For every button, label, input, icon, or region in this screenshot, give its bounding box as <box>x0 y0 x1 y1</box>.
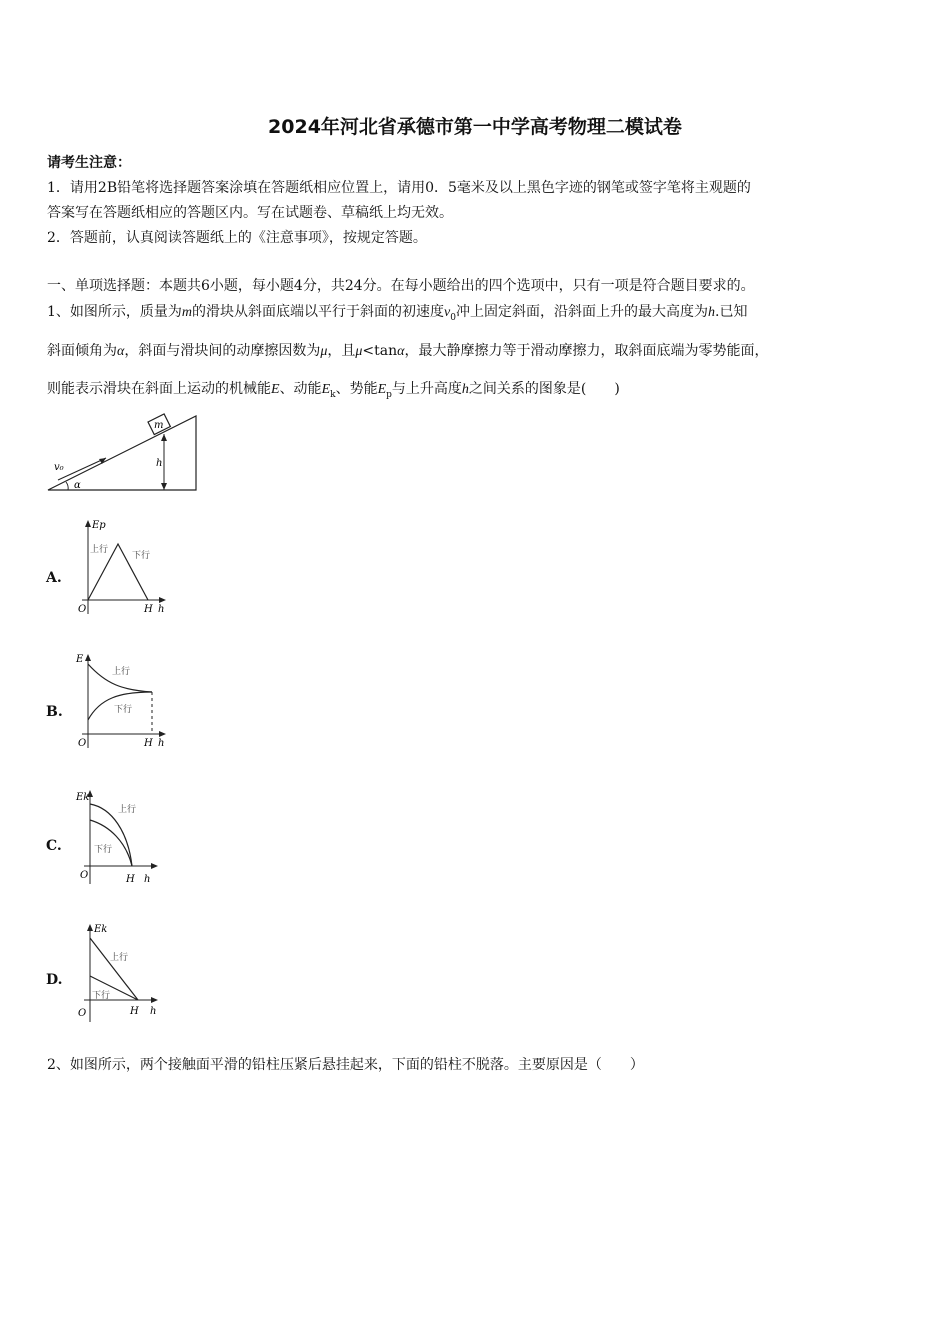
y-axis-arrow <box>87 924 93 931</box>
height-arrow-top <box>161 434 167 441</box>
origin-label: O <box>78 738 87 749</box>
option-d-label[interactable]: D. <box>46 972 63 988</box>
down-label: 下行 <box>132 551 151 561</box>
velocity-arrow <box>58 458 106 480</box>
notice-heading: 请考生注意： <box>47 155 131 171</box>
down-label: 下行 <box>94 845 113 855</box>
angle-arc <box>66 482 68 490</box>
H-label: H <box>144 604 153 615</box>
H-label: H <box>144 738 153 749</box>
down-label: 下行 <box>114 705 133 715</box>
q2-text: 2、如图所示，两个接触面平滑的铅柱压紧后悬挂起来，下面的铅柱不脱落。主要原因是（ ） <box>47 1057 644 1073</box>
origin-label: O <box>80 870 89 881</box>
origin-label: O <box>78 1008 87 1019</box>
section-heading: 一、单项选择题：本题共6小题，每小题4分，共24分。在每小题给出的四个选项中，只有一项是符合题目要求的。 <box>47 278 755 294</box>
option-b-graph[interactable] <box>72 650 172 750</box>
notice-line-1: 1．请用2B铅笔将选择题答案涂填在答题纸相应位置上，请用0．5毫米及以上黑色字迹的钢笔或签字笔将主观题的 <box>47 180 751 196</box>
h-axis-label: h <box>150 1006 157 1017</box>
alpha-label: α <box>74 480 81 491</box>
q1-line-3: 则能表示滑块在斜面上运动的机械能E、动能$E_k$、势能$E_p$与上升高度h之间关系的图象是( ) <box>47 381 620 400</box>
x-axis-arrow <box>151 997 158 1003</box>
up-label: 上行 <box>112 667 131 677</box>
h-axis-label: h <box>158 738 165 749</box>
option-c-graph[interactable] <box>72 786 172 886</box>
v0-label: v₀ <box>54 462 64 473</box>
y-label: Ep <box>92 520 106 531</box>
x-axis-arrow <box>151 863 158 869</box>
up-label: 上行 <box>118 805 137 815</box>
q1-line-1: 1、如图所示，质量为m的滑块从斜面底端以平行于斜面的初速度$v_0$冲上固定斜面，沿斜面上升的最大高度为h.已知 <box>47 304 748 323</box>
down-label: 下行 <box>92 991 111 1001</box>
h-axis-label: h <box>144 874 151 885</box>
page-title: 2024年河北省承德市第一中学高考物理二模试卷 <box>268 116 682 138</box>
origin-label: O <box>78 604 87 615</box>
block-label: m <box>154 420 164 431</box>
option-c-label[interactable]: C. <box>46 838 62 854</box>
h-label: h <box>156 458 163 469</box>
height-arrow-bottom <box>161 483 167 490</box>
up-label: 上行 <box>90 545 109 555</box>
down-curve <box>90 820 132 866</box>
incline-triangle <box>48 416 196 490</box>
y-axis-arrow <box>85 654 91 661</box>
H-label: H <box>126 874 135 885</box>
up-label: 上行 <box>110 953 129 963</box>
y-label: Ek <box>76 792 90 803</box>
H-label: H <box>130 1006 139 1017</box>
option-b-label[interactable]: B. <box>46 704 63 720</box>
notice-line-3: 2．答题前，认真阅读答题纸上的《注意事项》，按规定答题。 <box>47 230 427 246</box>
option-d-graph[interactable] <box>72 920 172 1024</box>
notice-line-2: 答案写在答题纸相应的答题区内。写在试题卷、草稿纸上均无效。 <box>47 205 453 221</box>
q1-line-2: 斜面倾角为α，斜面与滑块间的动摩擦因数为μ，且μ<tanα，最大静摩擦力等于滑动摩擦力，取斜面底端为零势能面， <box>47 343 769 359</box>
y-label: Ek <box>94 924 108 935</box>
y-label: E <box>76 654 84 665</box>
option-a-graph[interactable] <box>72 516 172 616</box>
h-axis-label: h <box>158 604 165 615</box>
x-axis-arrow <box>159 597 166 603</box>
x-axis-arrow <box>159 731 166 737</box>
incline-figure <box>44 408 204 496</box>
option-a-label[interactable]: A. <box>46 570 62 586</box>
y-axis-arrow <box>85 520 91 527</box>
